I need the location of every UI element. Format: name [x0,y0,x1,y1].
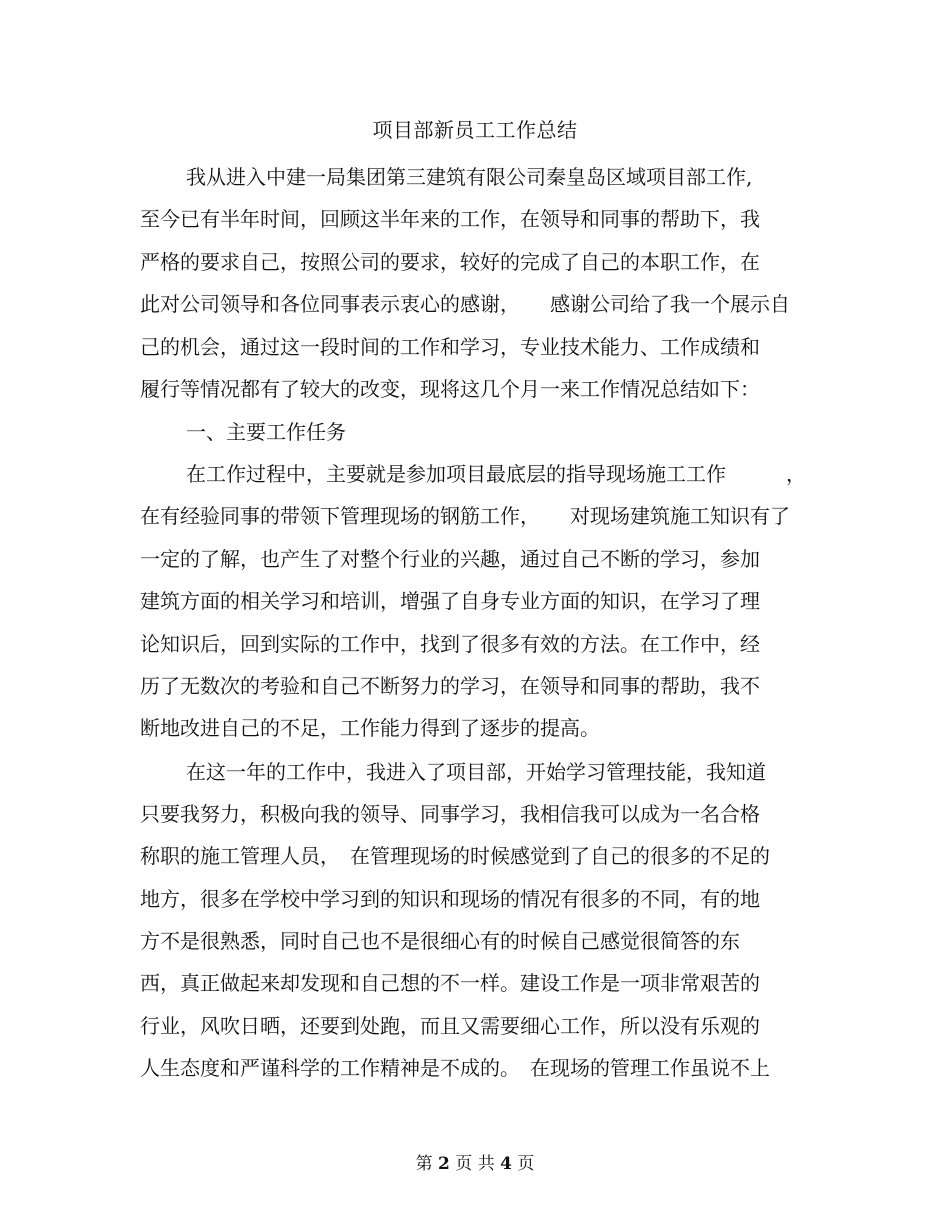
footer-middle: 页 共 [455,1154,495,1174]
body-line: 履行等情况都有了较大的改变，现将这几个月一来工作情况总结如下： [140,377,760,401]
body-line: 一定的了解，也产生了对整个行业的兴趣，通过自己不断的学习，参加 [140,547,760,571]
body-line: 严格的要求自己，按照公司的要求，较好的完成了自己的本职工作，在 [140,250,760,274]
body-line: 地方，很多在学校中学习到的知识和现场的情况有很多的不同，有的地 [140,887,760,911]
body-line: 称职的施工管理人员， 在管理现场的时候感觉到了自己的很多的不足的 [140,844,770,868]
footer-prefix: 第 [415,1154,433,1174]
body-line: 历了无数次的考验和自己不断努力的学习，在领导和同事的帮助，我不 [140,674,760,698]
footer-page-number: 2 [438,1154,450,1174]
body-line: 建筑方面的相关学习和培训，增强了自身专业方面的知识，在学习了理 [140,589,760,613]
section-heading: 一、主要工作任务 [186,420,346,444]
body-line: 行业，风吹日晒，还要到处跑，而且又需要细心工作，所以没有乐观的 [140,1014,760,1038]
body-line: 方不是很熟悉，同时自己也不是很细心有的时候自己感觉很简答的东 [140,929,740,953]
body-line: 人生态度和严谨科学的工作精神是不成的。 在现场的管理工作虽说不上 [140,1056,770,1080]
document-title: 项目部新员工工作总结 [372,118,578,142]
body-line: 在这一年的工作中，我进入了项目部，开始学习管理技能，我知道 [186,760,766,784]
body-line: 此对公司领导和各位同事表示衷心的感谢， 感谢公司给了我一个展示自 [140,292,790,316]
body-line: 至今已有半年时间，回顾这半年来的工作，在领导和同事的帮助下，我 [140,207,760,231]
footer-suffix: 页 [517,1154,535,1174]
body-line: 在工作过程中，主要就是参加项目最底层的指导现场施工工作 ， [186,462,806,486]
footer-total-pages: 4 [500,1154,512,1174]
body-line: 我从进入中建一局集团第三建筑有限公司秦皇岛区域项目部工作, [186,165,753,189]
body-line: 西，真正做起来却发现和自己想的不一样。建设工作是一项非常艰苦的 [140,971,760,995]
body-line: 只要我努力，积极向我的领导、同事学习，我相信我可以成为一名合格 [140,802,760,826]
body-line: 断地改进自己的不足，工作能力得到了逐步的提高。 [140,716,600,740]
page-footer [0,1152,950,1176]
body-line: 论知识后，回到实际的工作中，找到了很多有效的方法。在工作中，经 [140,632,760,656]
body-line: 在有经验同事的带领下管理现场的钢筋工作， 对现场建筑施工知识有了 [140,504,790,528]
body-line: 己的机会，通过这一段时间的工作和学习，专业技术能力、工作成绩和 [140,335,760,359]
